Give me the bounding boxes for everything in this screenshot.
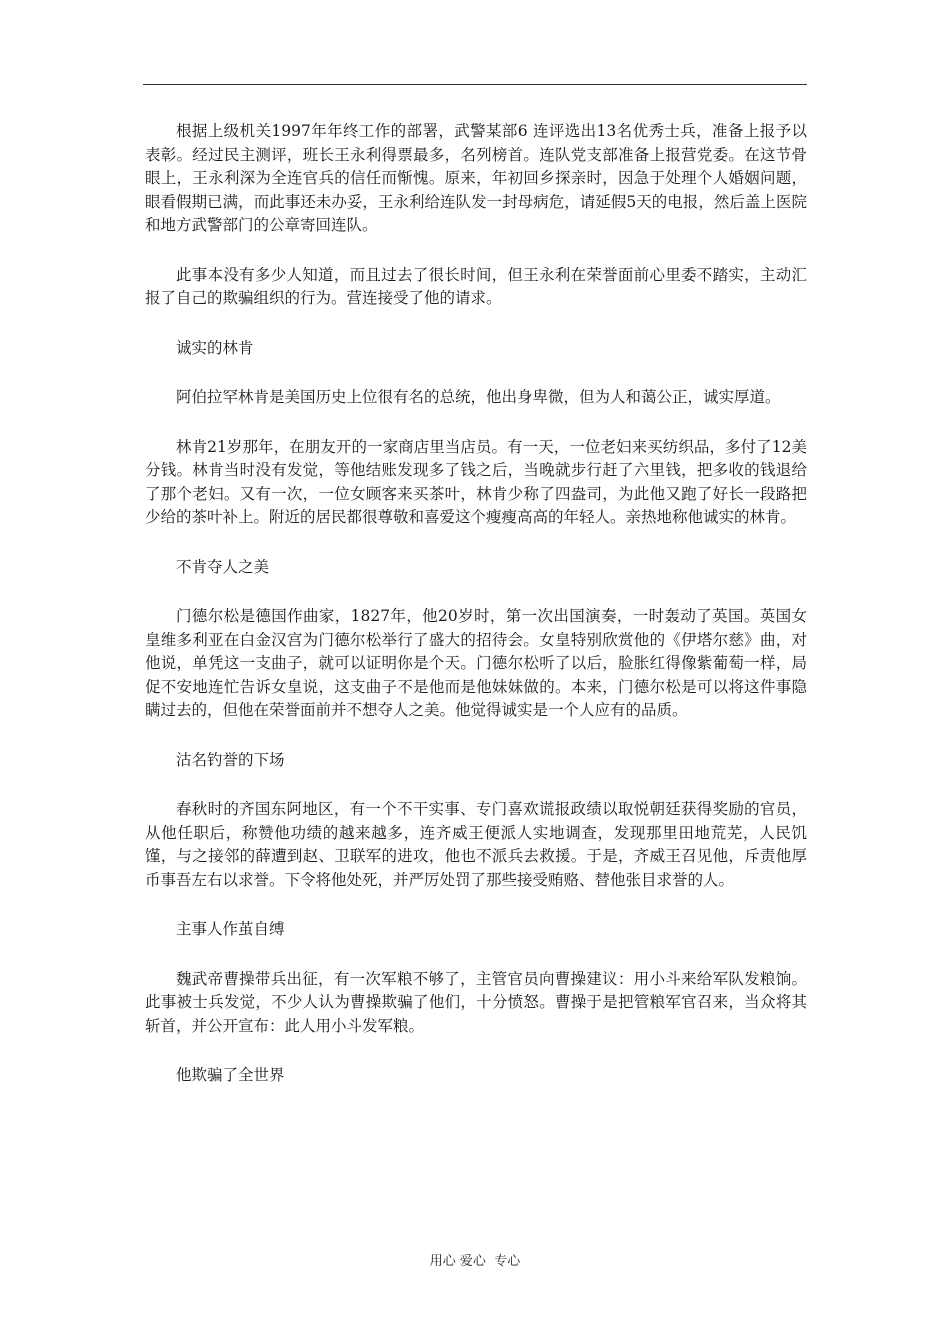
paragraph: 阿伯拉罕林肯是美国历史上位很有名的总统，他出身卑微，但为人和蔼公正，诚实厚道。	[176, 388, 781, 406]
document-body	[145, 120, 807, 1114]
paragraph: 春秋时的齐国东阿地区，有一个不干实事、专门喜欢谎报政绩以取悦朝廷获得奖励的官员，从他任职后，称赞他功绩的越来越多，连齐威王便派人实地调查，发现那里田地荒芜，人民饥馑，与之接邻的薛遭到赵、卫联军的进攻，他也不派兵去救援。于是，齐威王召见他，斥责他厚币事吾左右以求誉。下令将他处死，并严厉处罚了那些接受贿赂、替他张目求誉的人。	[145, 800, 807, 889]
section-heading: 不肯夺人之美	[176, 557, 270, 576]
paragraph: 此事本没有多少人知道，而且过去了很长时间，但王永利在荣誉面前心里委不踏实，主动汇报了自己的欺骗组织的行为。营连接受了他的请求。	[145, 265, 807, 307]
paragraph: 林肯21岁那年，在朋友开的一家商店里当店员。有一天，一位老妇来买纺织品，多付了12美分钱。林肯当时没有发觉，等他结账发现多了钱之后，当晚就步行赶了六里钱，把多收的钱退给了那个老妇。又有一次，一位女顾客来买茶叶，林肯少称了四盎司，为此他又跑了好长一段路把少给的茶叶补上。附近的居民都很尊敬和喜爱这个瘦瘦高高的年轻人。亲热地称他诚实的林肯。	[145, 437, 807, 526]
paragraph: 门德尔松是德国作曲家，1827年，他20岁时，第一次出国演奏，一时轰动了英国。英国女皇维多利亚在白金汉宫为门德尔松举行了盛大的招待会。女皇特别欣赏他的《伊塔尔慈》曲，对他说，单凭这一支曲子，就可以证明你是个天。门德尔松听了以后，脸胀红得像紫葡萄一样，局促不安地连忙告诉女皇说，这支曲子不是他而是他妹妹做的。本来，门德尔松是可以将这件事隐瞒过去的，但他在荣誉面前并不想夺人之美。他觉得诚实是一个人应有的品质。	[145, 607, 807, 719]
page-footer: 用心 爱心 专心	[429, 1254, 521, 1269]
section-heading: 诚实的林肯	[176, 338, 254, 357]
paragraph: 根据上级机关1997年年终工作的部署，武警某部6 连评选出13名优秀士兵，准备上报予以表彰。经过民主测评，班长王永利得票最多，名列榜首。连队党支部准备上报营党委。在这节骨眼上，王永利深为全连官兵的信任而惭愧。原来，年初回乡探亲时，因急于处理个人婚姻问题，眼看假期已满，而此事还未办妥，王永利给连队发一封母病危，请延假5天的电报，然后盖上医院和地方武警部门的公章寄回连队。	[145, 122, 807, 234]
header-rule	[143, 84, 807, 85]
section-heading: 他欺骗了全世界	[176, 1066, 285, 1084]
section-heading: 沽名钓誉的下场	[176, 750, 285, 769]
section-heading: 主事人作茧自缚	[176, 920, 285, 938]
paragraph: 魏武帝曹操带兵出征，有一次军粮不够了，主管官员向曹操建议：用小斗来给军队发粮饷。此事被士兵发觉，不少人认为曹操欺骗了他们，十分愤怒。曹操于是把管粮军官召来，当众将其斩首，并公开宣布：此人用小斗发军粮。	[145, 969, 807, 1035]
